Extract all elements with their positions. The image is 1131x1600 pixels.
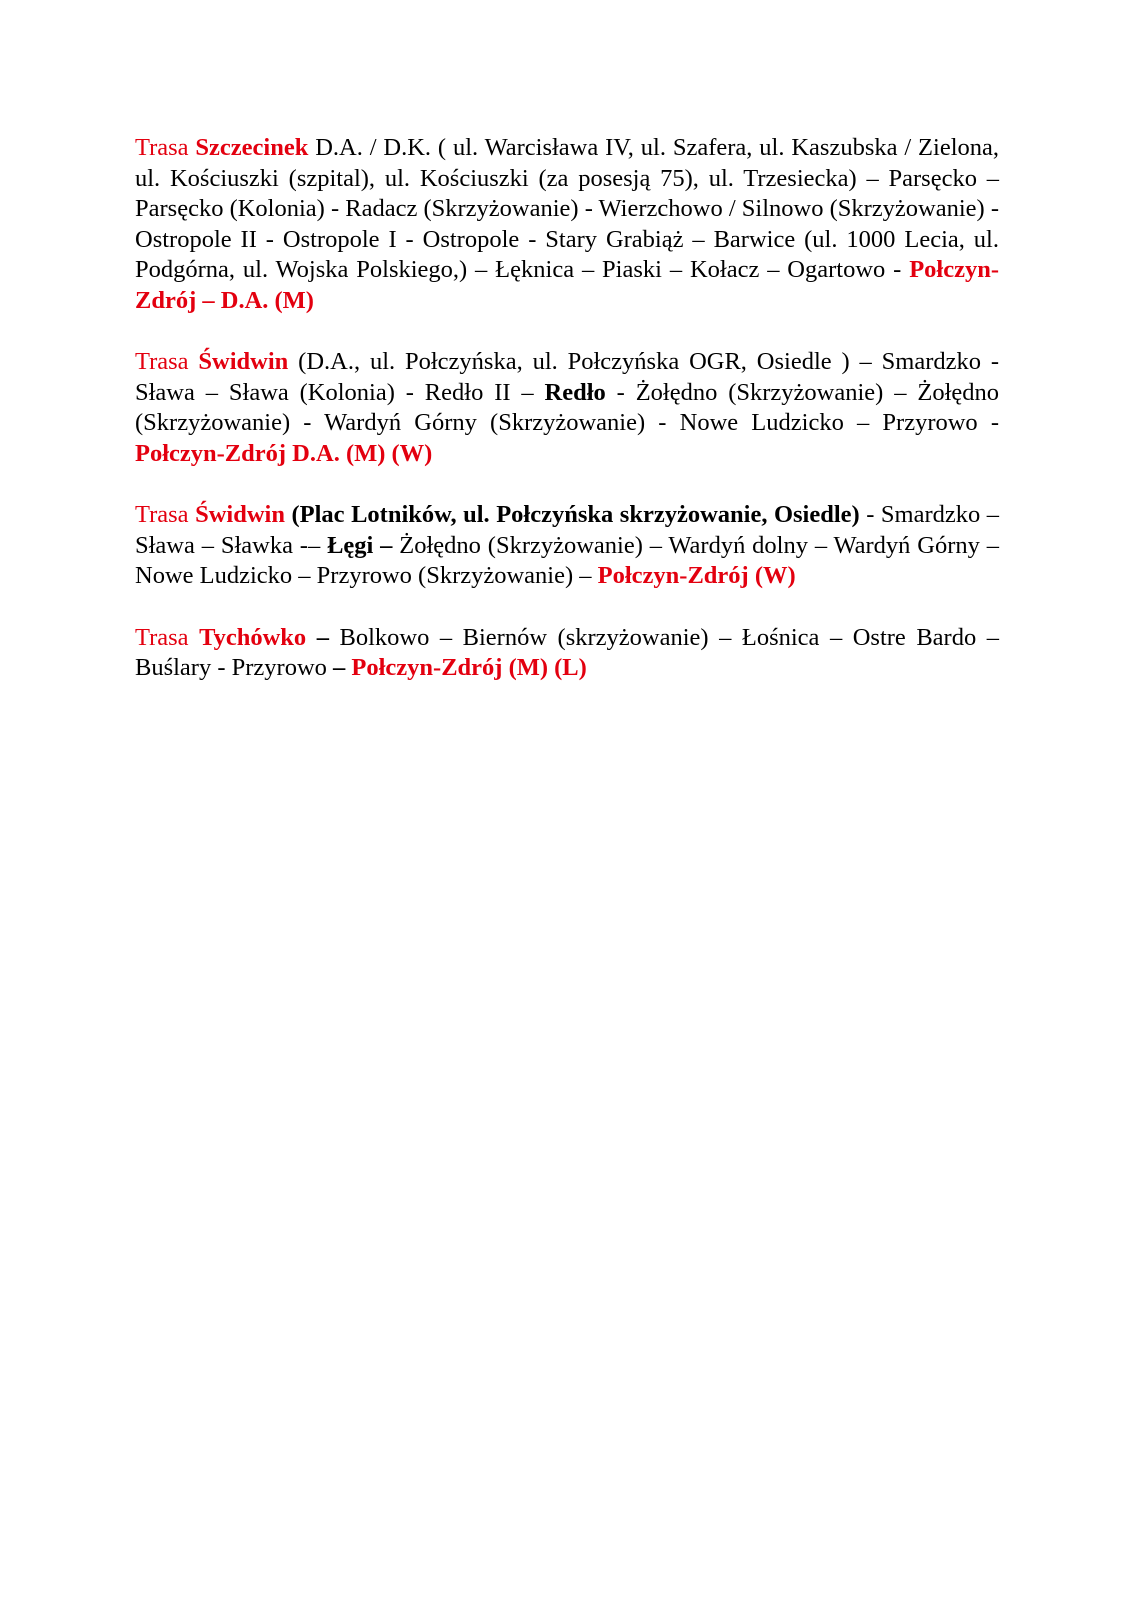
route-list [135,133,999,714]
route-dash: – [306,623,340,651]
route-stop-bold: Łęgi – [327,531,393,559]
route-stop-bold: Redło [544,378,606,406]
route-origin: Świdwin [198,348,289,376]
route-paragraph [135,347,999,469]
route-label: Trasa [135,623,200,651]
route-dash: – [333,654,352,682]
route-paragraph [135,500,999,592]
route-label: Trasa [135,501,196,529]
route-destination: Połczyn-Zdrój D.A. (M) (W) [135,439,433,467]
route-stops: Żołędno (Skrzyżowanie) – Wardyń dolny – Wardyń Górny – Nowe Ludzicko – Przyrowo (Skrzyżowanie) – [135,531,999,590]
route-stops: - Smardzko – Sława – Sławka -– [135,501,1000,559]
route-label: Trasa [135,348,199,376]
route-origin-detail: (Plac Lotników, ul. Połczyńska skrzyżowanie, Osiedle) [291,501,860,529]
route-origin: Świdwin [195,501,285,529]
route-stops: - Żołędno (Skrzyżowanie) – Żołędno (Skrzyżowanie) - Wardyń Górny (Skrzyżowanie) - Nowe Ludzicko – Przyrowo - [135,378,999,437]
route-paragraph [135,133,999,317]
route-paragraph [135,623,999,684]
route-stops: Bolkowo – Biernów (skrzyżowanie) – Łośnica – Ostre Bardo – Buślary - Przyrowo [135,623,999,682]
route-destination: Połczyn-Zdrój (W) [597,562,796,590]
route-destination: Połczyn-Zdrój – D.A. (M) [135,256,999,314]
route-origin: Tychówko [199,623,307,651]
route-label: Trasa [135,134,196,161]
route-stops: (D.A., ul. Połczyńska, ul. Połczyńska OGR, Osiedle ) – Smardzko - Sława – Sława (Kolonia) - Redło II – [135,348,999,406]
route-stops: D.A. / D.K. ( ul. Warcisława IV, ul. Szafera, ul. Kaszubska / Zielona, ul. Kościuszki (szpital), ul. Kościuszki (za posesją 75), ul. Trzesiecka) – Parsęcko – Parsęcko (Kolonia) - Radacz (Skrzyżowanie) - Wierzchowo / Silnowo (Skrzyżowanie) - Ostropole II - Ostropole I - Ostropole - Stary Grabiąż – Barwice (ul. 1000 Lecia, ul. Podgórna, ul. Wojska Polskiego,) – Łęknica – Piaski – Kołacz – Ogartowo - [135,134,999,284]
route-origin: Szczecinek [195,134,309,161]
route-destination: Połczyn-Zdrój (M) (L) [351,654,587,682]
